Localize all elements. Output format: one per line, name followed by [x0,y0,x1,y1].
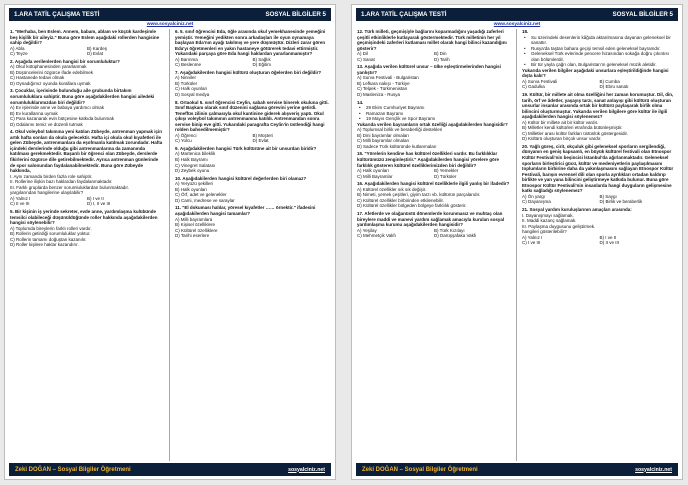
page-header [9,8,331,21]
answer-option[interactable]: C) Gadulka [522,84,545,90]
answer-option[interactable]: D) Kültürel özellikler bölgeden bölgeye farklılık gösterir. [357,203,467,209]
answer-option[interactable]: D) Ebru sanatı [599,84,629,90]
answer-option[interactable]: D) I, II ve III [87,201,111,207]
answer-option[interactable]: A) Toplumsal birlik ve beraberliği destekleri [357,127,443,133]
question-columns [10,29,330,461]
answer-option[interactable]: hangileri gösterilebilir? [522,229,567,235]
page-header [356,8,678,21]
answer-option[interactable]: B) I ve II [87,195,104,201]
answer-option[interactable]: C) Milli bayramlar olmaları [357,138,410,144]
footer-author: Zeki DOĞAN – Sosyal Bilgiler Öğretmeni [15,466,131,473]
question-text: 14. [357,99,364,105]
question [522,207,677,246]
answer-option[interactable]: A) Toplumda bireylerin farklı rolleri vardır. [10,225,92,231]
question [175,146,330,174]
question-text: 12. Türk milleti, geçmişiyle bağlarını koparmadığını yaşadığı zaferleri çeşitli etkinliklerle kutlayarak göstermektedir. Türk milletinin her yıl geçmişindeki zaferleri kutlaması millet olarak hangi bilinci kazandığını gösterir? [357,29,507,51]
question-text: 8. Ortaokul 5. sınıf öğrencisi Ceylin, sabah servise binerek okuluna gitti. Sınıf Başkanı olarak sınıf düzenini sağlama görevini yerine getirdi. Teneffüs zilinin çalmasıyla okul kantinine giderek alışveriş yaptı. Okul çıkışı voleybol takımının antrenmanına katıldı. Antrenmandan sonra servise binip eve gitti. Yukarıdaki paragrafta Ceylin'in üstlendiği hangi rolden bahsedilmemiştir? [175,99,329,133]
question-text: 15. "Yörelerin kendine has kültürel özellikleri vardır. Bu farklılıklar kültürümüzü zenginleştirir." Aşağıdakilerden hangisi yörelere göre farklılık gösteren kültürel özelliklerimizden biri değildir? [357,151,500,168]
question-text: 7. Aşağıdakilerden hangisi kültürü oluşturan öğelerden biri değildir? [175,69,322,75]
answer-option[interactable]: B) Halk oyunları [175,186,208,192]
question [522,144,677,205]
answer-options [175,133,330,144]
column-right [170,29,330,461]
question [522,92,677,142]
answer-option[interactable]: D) Türküler [434,173,457,179]
answer-option[interactable]: D) Evlat [252,138,269,144]
subject-title: SOSYAL BİLGİLER 5 [265,11,326,18]
question [175,70,330,98]
question-text: 13. Aşağıda verilen kültürel unsur – ülke eşleştirmelerinden hangisi yanlıştır? [357,64,501,75]
answer-options [10,46,164,57]
question [175,205,330,238]
answer-option[interactable]: C) Kültürel özellikler birbirinden etkilenebilir. [357,197,445,203]
answer-option[interactable]: B) Müşteri [252,132,274,138]
bullet-item: • Su üzerindeki desenlerin kâğıda aktarılmasına dayanan geleneksel bir sanattır. [522,35,677,46]
answer-option[interactable]: A) Kültürel özellikler sık sık değişir. [357,186,427,192]
question-text: 1. "Merhaba, ben Eslem. Annem, babam, ablam ve küçük kardeşimle beş kişilik bir aileyiz." Buna göre Eslem aşağıdaki rollerden hangisine sahip değildir? [10,29,160,46]
test-title: 1.ARA TATİL ÇALIŞMA TESTİ [361,11,447,18]
question-prompt: Yukarıda verilen bayramların ortak özelliği aşağıdakilerden hangisidir? [357,121,508,127]
test-title: 1.ARA TATİL ÇALIŞMA TESTİ [14,11,100,18]
answer-option[interactable]: B) Kardeş [87,45,108,51]
question [10,59,164,87]
question-text: 20. Yağlı güreş, cirit, okçuluk gibi geleneksel sporların sergilendiği, dünyanın en geniş kapsamlı, en büyük kültürel festivali olan Etnospor Kültür Festivali'nin beşincisi İstanbul'da ağırlanmaktadır. Geleneksel sporların birleştirici gücü, kültür ve medeniyetlerin paylaşılmasını toplumların birbirine daha da yakınlaşmasını sağlayan Etnospor Kültür Festivali, barışın evrensel dili olan sporla ayrılıkları ortadan kaldırıp birlikte ve yan yana bilincini geliştirmeye katkıda bulunur. Buna göre Etnospor Kültür Festivali'nin insanlarda hangi duyguların gelişmesine katkı sağladığı söylenemez? [522,143,674,194]
question [10,129,164,207]
question [357,211,511,239]
bullet-item: • Ramazan Bayramı [357,111,511,117]
answer-option[interactable]: C) Milletler arası kültür farkları üstünlük göstergesidir. [522,130,629,136]
answer-option[interactable]: C) Hastanede tedavi olmak [10,75,65,81]
answer-option[interactable]: C) Sanat [357,56,375,62]
answer-option[interactable]: B) Milletler kendi kültürleri etrafında bütünleşmiştir. [522,125,623,131]
question [175,29,330,68]
question [175,176,330,204]
left-page [4,4,336,480]
answer-option[interactable]: A) Öğrenci [175,132,197,138]
page-footer [9,463,331,476]
answer-option[interactable]: B) Yemekler [434,168,459,174]
answer-option[interactable]: B) Cumba [599,78,620,84]
answer-option[interactable]: C) Teyze [10,51,28,57]
answer-option[interactable]: C) Beslenme [175,62,202,68]
site-link[interactable]: www.sosyalciniz.net [146,22,194,27]
answer-options [357,51,511,62]
answer-option[interactable]: A) Kültür bir millete ait bir kültür vardır. [522,119,599,125]
question-text: 16. Aşağıdakilerden hangisi kültürel özelliklerle ilgili yanlış bir ifadedir? [357,181,510,187]
answer-option[interactable]: B) Sağlık [252,56,271,62]
answer-option[interactable]: D) Eğitim [252,62,272,68]
answer-option[interactable]: II. Maddi kazanç sağlamak. [522,218,577,224]
answer-option[interactable]: D) Sosyal medya [175,92,210,98]
question-text: 11. "El dokuması halılar, yöresel kıyafetler …… örnektir." ifadesini aşağıdakilerden hangisi tamamlar? [175,205,316,216]
question-text: 9. Aşağıdakilerden hangisi Türk kültürüne ait bir unsurdan biridir? [175,145,317,151]
answer-option[interactable]: A) Barınma [175,56,198,62]
answer-option[interactable]: D) Tarihi eserlere [175,233,210,239]
question [357,100,511,150]
answer-option[interactable]: B) Türküler [175,80,198,86]
question [357,151,511,179]
question [357,64,511,97]
answer-option[interactable]: C) Vinegret Salatası [175,162,216,168]
answer-option[interactable]: C) Rollerin tamamı doğuştan kazanılır. [10,236,87,242]
question-text: 10. Aşağıdakilerden hangisi kültürel değerlerden biri olamaz? [175,175,307,181]
answer-option[interactable]: D) Zeybek oyunu [175,168,210,174]
question [357,181,511,209]
answer-option[interactable]: A) Ön yargı [522,193,546,199]
answer-options [522,235,677,246]
answer-option[interactable]: D) Cami, medrese ve saraylar [175,197,235,203]
answer-option[interactable]: C) I ve III [522,240,541,246]
answer-option[interactable]: C) Yolcu [175,138,192,144]
answer-option[interactable]: A) Surva Festivali - Bulgaristan [357,75,419,81]
question [10,29,164,57]
answer-option[interactable]: B) Din [434,51,447,57]
question-text: 19. Kültür, bir millete ait olma özelliğini her zaman korumuştur. Dil, din, tarih, örf ve âdetler, yaşayış tarzı, sanat anlayışı gibi kültürü oluşturan unsurlar insanlar arasında ortak bir kültürü paylaşarak birlik olma bilincini oluşturmuştur. Yukarıda verilen bilgilere göre kültür ile ilgili aşağıdakilerden hangisi söylenemez? [522,92,674,120]
answer-option[interactable]: B) Dini bayramlar olmaları [357,132,410,138]
question-text: 18. [522,29,529,34]
answer-option[interactable]: C) Telpek - Türkmenistan [357,86,408,92]
answer-option[interactable]: C) Kültürel özelliklere [175,227,218,233]
bullet-item: • 29 Ekim Cumhuriyet Bayramı [357,105,511,111]
answer-option[interactable]: A) Abla [10,45,25,51]
answer-option[interactable]: D) Oynadığımız oyunda kurallara uymak [10,80,91,86]
question-text: 3. Çocuklar, içerisinde bulunduğu aile grubunda birtakım sorumluluklara sahiptir. Buna göre aşağıdakilerden hangisi ailedeki sorumluluklarımızdan biri değildir? [10,88,155,105]
answer-option[interactable]: A) Yalnız I [522,234,543,240]
answer-option[interactable]: B) I ve II [599,234,617,240]
answer-option[interactable]: A) Okul kütüphanesinden yararlanmak [10,64,87,70]
answer-option[interactable]: A) Milli bayramlara [175,216,213,222]
site-link[interactable]: www.sosyalciniz.net [493,22,541,27]
answer-options [175,57,330,68]
answer-option[interactable]: B) Ev kurallarına uymak [10,110,58,116]
column-left [357,29,517,461]
answer-option[interactable]: A) Dil [357,51,368,57]
answer-option[interactable]: B) Halk Bayramı [175,157,208,163]
answer-option[interactable]: D) Sadece Türk kültüründe kutlanmaları [357,143,437,149]
footer-site-link[interactable]: sosyalciniz.net [288,466,325,473]
answer-option[interactable]: B) Nimeti, yemek çeşitleri, giyim tarzı vb. kültürün parçalarıdır. [357,192,481,198]
question [10,209,164,248]
answer-option[interactable]: C) Para kazanarak evin bütçesine katkıda bulunmak [10,116,115,122]
footer-author: Zeki DOĞAN – Sosyal Bilgiler Öğretmeni [362,466,478,473]
question-text: 4. Okul voleybol takımına yeni katılan Zübeyde, antrenman yapmak için artık hafta sonları da okula gelecektir. Hafta içi okula okul kıyafetleri ile gelen Zübeyde, antrenmanlara da eşofmanla katılmak zorundadır. Hafta içindeki derslerinde olduğu gibi antrenmanlarına da zamanında katılması gerekmektedir. Başarılı bir öğrenci olan Zübeyde, derslerde fikirlerini özgürce dile getirebilmektedir. Ayrıca antrenman günlerinde de spor salonundan faydalanabilmektedir. Buna göre Zübeyde hakkında, [10,129,163,174]
question [522,29,677,90]
right-page [351,4,683,480]
answer-option[interactable]: D) Masleniza - Rusya [357,92,401,98]
question-text: 5. Bir kişinin iş yerinde sekreter, evde anne, yardımlaşma kulübünde temsilci olabileceği düşünüldüğünde roller hakkında aşağıdakilerden hangisi söylenebilir? [10,208,158,226]
answer-option[interactable]: D) Evlat [87,51,104,57]
answer-option[interactable]: yargılarından hangilerine ulaşılabilir? [10,190,84,196]
answer-option[interactable]: A) Yalnız I [10,195,31,201]
question-text: 6. 5. sınıf öğrencisi Eda, öğle arasında okul yemekhanesinde yemeğini yemiştir. Yemeğini yedikten sonra arkadaşları ile oyun oynamaya başlayan Eda'nın ayağı takılmış ve yere düşmüştür. Dizleri zarar gören Eda'yı öğretmenleri en yakın hastaneye götürerek tedavi ettirmiştir. Yukarıdaki parçaya göre Eda hangi haklardan yararlanmamıştır? [175,29,326,57]
bullet-item: • Rusya'da taştan bahara geçişi temsil eden geleneksel bayramdır. [522,46,677,52]
answer-option[interactable]: C) Mehmetçik Vakfı [357,233,396,239]
answer-options [522,79,677,90]
answer-option[interactable]: B) Rollerin getirdiği sorumluluklar yoktur. [10,231,91,237]
answer-options [357,168,511,179]
question [357,29,511,62]
answer-option[interactable]: C) II ve III [10,201,30,207]
answer-option[interactable]: B) Düşüncelerini özgürce ifade edebilmek [10,69,94,75]
answer-option[interactable]: B) Saygı [599,193,617,199]
bullet-item: • Bir tür yayla çağrı olan, Bulgaristan'ın geleneksel müzik aletidir. [522,62,677,68]
answer-option[interactable]: D) Birlik ve beraberlik [599,199,643,205]
answer-option[interactable]: D) Darüşşafaka Vakfı [434,233,477,239]
question-prompt: Yukarıda verilen bilgiler aşağıdaki unsurlara eşleştirildiğinde hangisi dışta kalır? [522,67,669,79]
answer-option[interactable]: I. Dayanışmayı sağlamak. [522,212,574,218]
question-columns [357,29,677,461]
answer-option[interactable]: A) Yeryüzü şekilleri [175,181,214,187]
subject-title: SOSYAL BİLGİLER 5 [612,11,673,18]
answer-option[interactable]: A) Martenica bileklik [175,151,216,157]
bullet-item: • 19 Mayıs Gençlik ve Spor Bayramı [357,116,511,122]
answer-option[interactable]: B) Lefkara nakışı - Türkiye [357,80,410,86]
answer-options [10,196,164,207]
answer-option[interactable]: D) Kültürü oluşturan birçok unsur vardır. [522,136,602,142]
question [175,100,330,144]
answer-option[interactable]: III. Paylaşma duygusunu geliştirmek. [522,223,596,229]
question-text: 2. Aşağıda verilenlerden hangisi bir sorumluluktur? [10,58,120,64]
answer-option[interactable]: C) Milli Bayramlar [357,173,393,179]
question [10,88,164,127]
answer-option[interactable]: A) Ninniler [175,75,197,81]
answer-option[interactable]: D) Tarih [434,56,450,62]
answer-option[interactable]: C) Halk oyunları [175,86,208,92]
footer-site-link[interactable]: sosyalciniz.net [635,466,672,473]
answer-options [357,228,511,239]
answer-options [522,194,677,205]
answer-option[interactable]: C) Örf, adet ve gelenekler [175,192,227,198]
question-text: 17. Afetlerde ve olağanüstü dönemlerde korunmasız ve muhtaç olan bireylere maddi ve manevi yardım sağlamak amacıyla kurulan sosyal yardımlaşma kurumu aşağıdakilerden hangisidir? [357,210,505,228]
column-right [517,29,677,461]
answer-option[interactable]: C) Dayanışma [522,199,551,205]
answer-option[interactable]: B) Türk Kızılayı [434,227,465,233]
answer-option[interactable]: A) Yeşilay [357,227,377,233]
answer-option[interactable]: D) Roller kişilere haklar kazandırır. [10,242,79,248]
answer-option[interactable]: D) II ve III [599,240,620,246]
bullet-item: • Geleneksel Türk evlerinde pencere hizasından sokağa doğru çıkıntısı olan bölümlerdir. [522,51,677,62]
question-text: 21. Sosyal yardım kuruluşlarının amaçları arasında: [522,206,632,212]
answer-option[interactable]: III. Farklı gruplarda benzer sorumluluklardan bulunmaktadır. [10,184,130,190]
answer-option[interactable]: II. Rollerine ilişkin bazı haklardan faydalanmaktadır. [10,179,113,185]
answer-option[interactable]: D) Odalarını temiz ve düzenli tutmak [10,121,83,127]
column-left [10,29,170,461]
answer-option[interactable]: I. Aynı zamanda birden fazla role sahiptir. [10,173,93,179]
answer-option[interactable]: B) Kişisel özelliklere [175,222,216,228]
answer-option[interactable]: A) Halk oyunları [357,168,390,174]
answer-option[interactable]: A) Surva Festivali [522,78,558,84]
page-footer [356,463,678,476]
answer-option[interactable]: A) Ev işlerinde anne ve babaya yardımcı olmak [10,105,105,111]
